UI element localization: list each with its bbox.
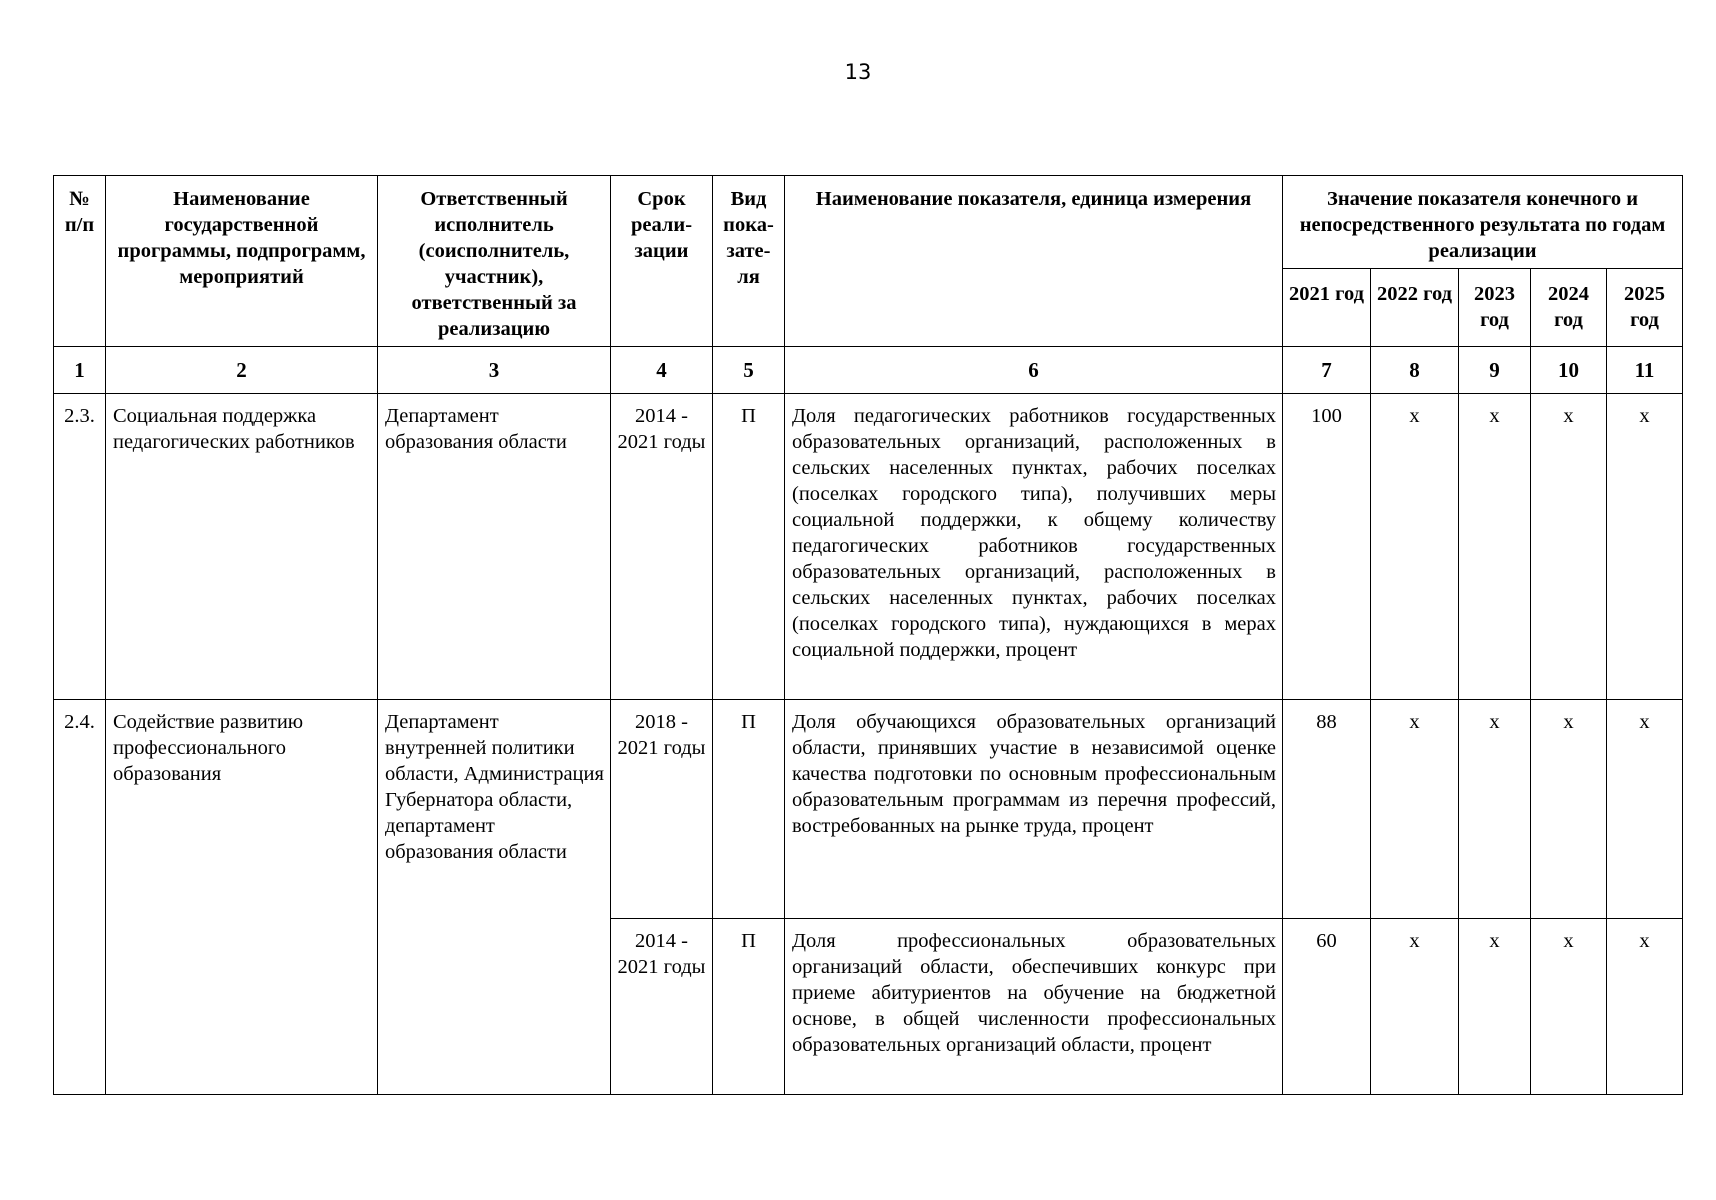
implementation-term: 2014 - 2021 годы (611, 394, 713, 700)
responsible-executor: Департамент образования области (378, 394, 611, 700)
value-2023: х (1459, 919, 1531, 1095)
column-number: 4 (611, 347, 713, 394)
column-number: 10 (1531, 347, 1607, 394)
value-2025: х (1607, 919, 1683, 1095)
header-kind: Вид пока-зате-ля (713, 176, 785, 347)
value-2022: х (1371, 919, 1459, 1095)
header-year-2025: 2025 год (1607, 269, 1683, 347)
column-number: 1 (54, 347, 106, 394)
indicator-kind: П (713, 700, 785, 919)
row-number: 2.3. (54, 394, 106, 700)
indicator-name: Доля профессиональных образовательных организаций области, обеспечивших конкурс при приеме абитуриентов на обучение на бюджетной основе, в общей численности профессиональных образовательных организаций области, процент (785, 919, 1283, 1095)
column-number: 5 (713, 347, 785, 394)
header-responsible: Ответственный исполнитель (соисполнитель, участник), ответственный за реализацию (378, 176, 611, 347)
value-2023: х (1459, 394, 1531, 700)
indicator-kind: П (713, 919, 785, 1095)
header-year-2021: 2021 год (1283, 269, 1371, 347)
value-2025: х (1607, 700, 1683, 919)
header-year-2024: 2024 год (1531, 269, 1607, 347)
value-2023: х (1459, 700, 1531, 919)
table-row (54, 394, 1683, 700)
program-name: Содействие развитию профессионального образования (106, 700, 378, 1095)
indicators-table (53, 175, 1683, 1095)
header-num: № п/п (54, 176, 106, 347)
header-year-2022: 2022 год (1371, 269, 1459, 347)
column-number: 6 (785, 347, 1283, 394)
implementation-term: 2014 - 2021 годы (611, 919, 713, 1095)
value-2022: х (1371, 394, 1459, 700)
value-2024: х (1531, 919, 1607, 1095)
table-row (54, 700, 1683, 919)
header-year-2023: 2023 год (1459, 269, 1531, 347)
column-numbers-row (54, 347, 1683, 394)
header-row (54, 176, 1683, 269)
indicator-name: Доля обучающихся образовательных организаций области, принявших участие в независимой оценке качества подготовки по основным профессиональным образовательным программам из перечня профессий, востребованных на рынке труда, процент (785, 700, 1283, 919)
value-2025: х (1607, 394, 1683, 700)
header-values: Значение показателя конечного и непосредственного результата по годам реализации (1283, 176, 1683, 269)
implementation-term: 2018 - 2021 годы (611, 700, 713, 919)
header-indicator: Наименование показателя, единица измерения (785, 176, 1283, 347)
value-2024: х (1531, 700, 1607, 919)
column-number: 3 (378, 347, 611, 394)
column-number: 7 (1283, 347, 1371, 394)
indicator-name: Доля педагогических работников государственных образовательных организаций, расположенных в сельских населенных пунктах, рабочих поселках (поселках городского типа), получивших меры социальной поддержки, к общему количеству педагогических работников государственных образовательных организаций, расположенных в сельских населенных пунктах, рабочих поселках (поселках городского типа), нуждающихся в мерах социальной поддержки, процент (785, 394, 1283, 700)
value-2022: х (1371, 700, 1459, 919)
value-2024: х (1531, 394, 1607, 700)
column-number: 9 (1459, 347, 1531, 394)
indicator-kind: П (713, 394, 785, 700)
column-number: 11 (1607, 347, 1683, 394)
header-term: Срок реали-зации (611, 176, 713, 347)
column-number: 8 (1371, 347, 1459, 394)
program-name: Социальная поддержка педагогических работников (106, 394, 378, 700)
column-number: 2 (106, 347, 378, 394)
value-2021: 60 (1283, 919, 1371, 1095)
value-2021: 88 (1283, 700, 1371, 919)
value-2021: 100 (1283, 394, 1371, 700)
row-number: 2.4. (54, 700, 106, 1095)
responsible-executor: Департамент внутренней политики области, Администрация Губернатора области, департамент образования области (378, 700, 611, 1095)
page-number: 13 (844, 60, 872, 84)
header-program: Наименование государственной программы, подпрограмм, мероприятий (106, 176, 378, 347)
